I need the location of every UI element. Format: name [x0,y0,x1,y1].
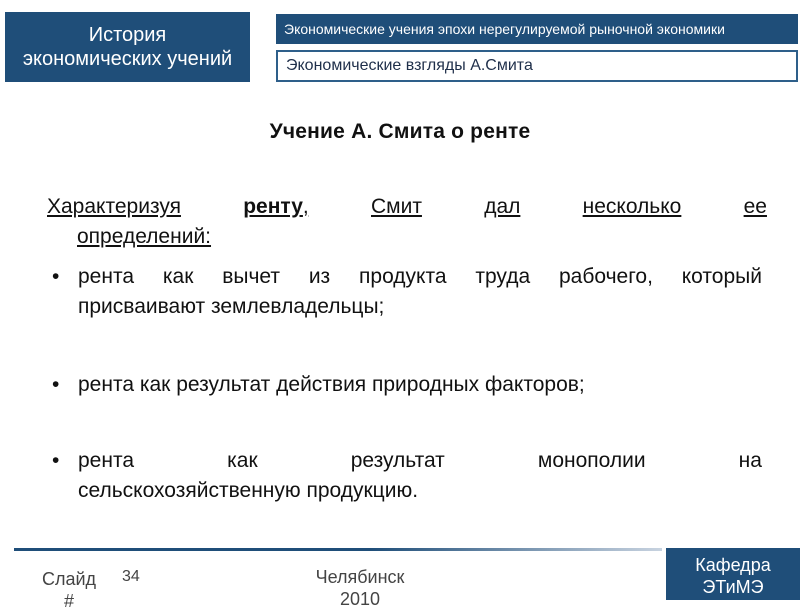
city-year [305,566,415,610]
intro-word: ее [743,195,767,218]
intro-line2: определений: [77,225,212,248]
bullet-line: присваивают землевладельцы; [78,295,385,318]
list-item [52,262,762,322]
intro-word: дал [484,195,521,218]
footer-divider [14,548,662,551]
bullet-icon: • [52,449,60,472]
section-title-box [276,14,798,44]
bullet-word: рабочего, [558,265,653,288]
bullet-word: вычет [222,265,280,288]
bullet-line: сельскохозяйственную продукцию. [78,479,419,502]
intro-word: Характеризуя [47,195,181,218]
topic-title: Экономические взгляды А.Смита [286,57,533,74]
bullet-line [78,446,762,476]
bullet-word: как [227,449,258,472]
intro-word-emphasis [243,192,309,222]
bullet-word: который [681,265,762,288]
course-title-line1: История [88,24,167,46]
department-line1: Кафедра [695,555,771,575]
bullet-icon: • [52,373,60,396]
topic-title-box [276,50,798,82]
bullet-word: продукта [359,265,447,288]
department-box [666,548,800,600]
bullet-icon: • [52,265,60,288]
bullet-word: из [308,265,331,288]
bullet-word: монополии [537,449,646,472]
department-line2: ЭТиМЭ [702,577,764,597]
bullet-word: результат [350,449,445,472]
intro-line1 [47,192,767,222]
slide-label [34,568,104,612]
year: 2010 [339,589,381,609]
course-title-line2: экономических учений [22,48,233,70]
list-item [52,370,762,400]
bullet-word: рента [78,265,135,288]
bullet-line: рента как результат действия природных факторов; [78,373,585,396]
list-item [52,446,762,506]
intro-keyword: ренту [243,195,303,218]
intro-word: несколько [582,195,682,218]
intro-comma: , [302,195,309,218]
slide-number: 34 [122,568,140,585]
slide-title: Учение А. Смита о ренте [269,120,531,143]
bullet-word: рента [78,449,135,472]
bullet-word: на [738,449,762,472]
bullet-word: как [162,265,194,288]
section-title: Экономические учения эпохи нерегулируемой рыночной экономики [284,21,725,37]
bullet-word: труда [475,265,531,288]
bullet-line [78,262,762,292]
slide-label-line2: # [63,591,74,611]
slide-label-line1: Слайд [41,569,97,589]
city-name: Челябинск [315,567,405,587]
intro-word: Смит [371,195,422,218]
intro-paragraph [47,192,767,252]
course-title-box [5,12,250,82]
